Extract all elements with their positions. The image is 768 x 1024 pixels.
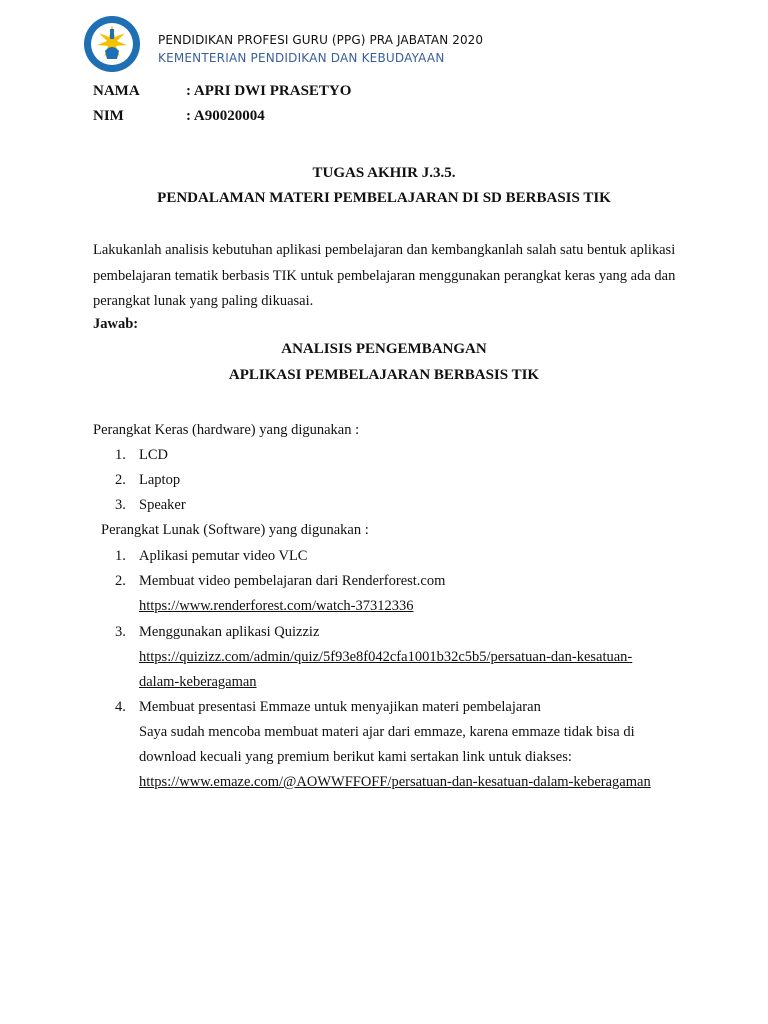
identity-nim-row	[93, 108, 265, 125]
question-paragraph: Lakukanlah analisis kebutuhan aplikasi pembelajaran dan kembangkanlah salah satu bentuk aplikasi pembelajaran tematik berbasis TIK untuk pembelajaran menggunakan perangkat keras yang ada dan perangkat lunak yang paling dikuasai.	[93, 242, 676, 309]
nama-value: : APRI DWI PRASETYO	[186, 83, 352, 99]
software-item-number: 3.	[115, 624, 126, 640]
analysis-heading: ANALISIS PENGEMBANGAN	[281, 341, 487, 357]
header-program-title: PENDIDIKAN PROFESI GURU (PPG) PRA JABATAN 2020	[158, 33, 484, 47]
software-item-emmaze: Membuat presentasi Emmaze untuk menyajikan materi pembelajaran	[139, 699, 541, 715]
tut-wuri-handayani-logo-icon	[80, 15, 144, 73]
hardware-heading: Perangkat Keras (hardware) yang digunakan :	[93, 422, 360, 438]
software-heading: Perangkat Lunak (Software) yang digunakan :	[101, 522, 369, 538]
hardware-item-number: 3.	[115, 497, 126, 513]
nama-label: NAMA	[93, 83, 140, 99]
software-item-renderforest: Membuat video pembelajaran dari Renderforest.com	[139, 573, 446, 589]
hardware-item-lcd: LCD	[139, 447, 168, 463]
header-ministry-name: KEMENTERIAN PENDIDIKAN DAN KEBUDAYAAN	[158, 51, 445, 65]
analysis-subheading: APLIKASI PEMBELAJARAN BERBASIS TIK	[228, 367, 540, 383]
quizizz-link-line2[interactable]: dalam-keberagaman	[139, 674, 257, 690]
nim-label: NIM	[93, 108, 124, 124]
emmaze-description-line2: download kecuali yang premium berikut kami sertakan link untuk diakses:	[139, 749, 572, 765]
software-item-vlc: Aplikasi pemutar video VLC	[139, 548, 308, 564]
identity-nama-row	[93, 83, 351, 100]
assignment-subtitle: PENDALAMAN MATERI PEMBELAJARAN DI SD BERBASIS TIK	[157, 190, 611, 206]
emaze-link[interactable]: https://www.emaze.com/@AOWWFFOFF/persatuan-dan-kesatuan-dalam-keberagaman	[139, 774, 651, 790]
software-item-number: 2.	[115, 573, 126, 589]
answer-label: Jawab:	[93, 316, 139, 332]
software-item-number: 1.	[115, 548, 126, 564]
renderforest-link[interactable]: https://www.renderforest.com/watch-37312336	[139, 598, 414, 614]
hardware-item-number: 2.	[115, 472, 126, 488]
software-item-quizziz: Menggunakan aplikasi Quizziz	[139, 624, 320, 640]
software-item-number: 4.	[115, 699, 126, 715]
hardware-item-laptop: Laptop	[139, 472, 181, 488]
assignment-title: TUGAS AKHIR J.3.5.	[312, 165, 456, 181]
emmaze-description-line1: Saya sudah mencoba membuat materi ajar dari emmaze, karena emmaze tidak bisa di	[139, 724, 635, 740]
hardware-item-number: 1.	[115, 447, 126, 463]
hardware-item-speaker: Speaker	[139, 497, 186, 513]
nim-value: : A90020004	[186, 108, 265, 124]
quizizz-link-line1[interactable]: https://quizizz.com/admin/quiz/5f93e8f042cfa1001b32c5b5/persatuan-dan-kesatuan-	[139, 649, 633, 665]
